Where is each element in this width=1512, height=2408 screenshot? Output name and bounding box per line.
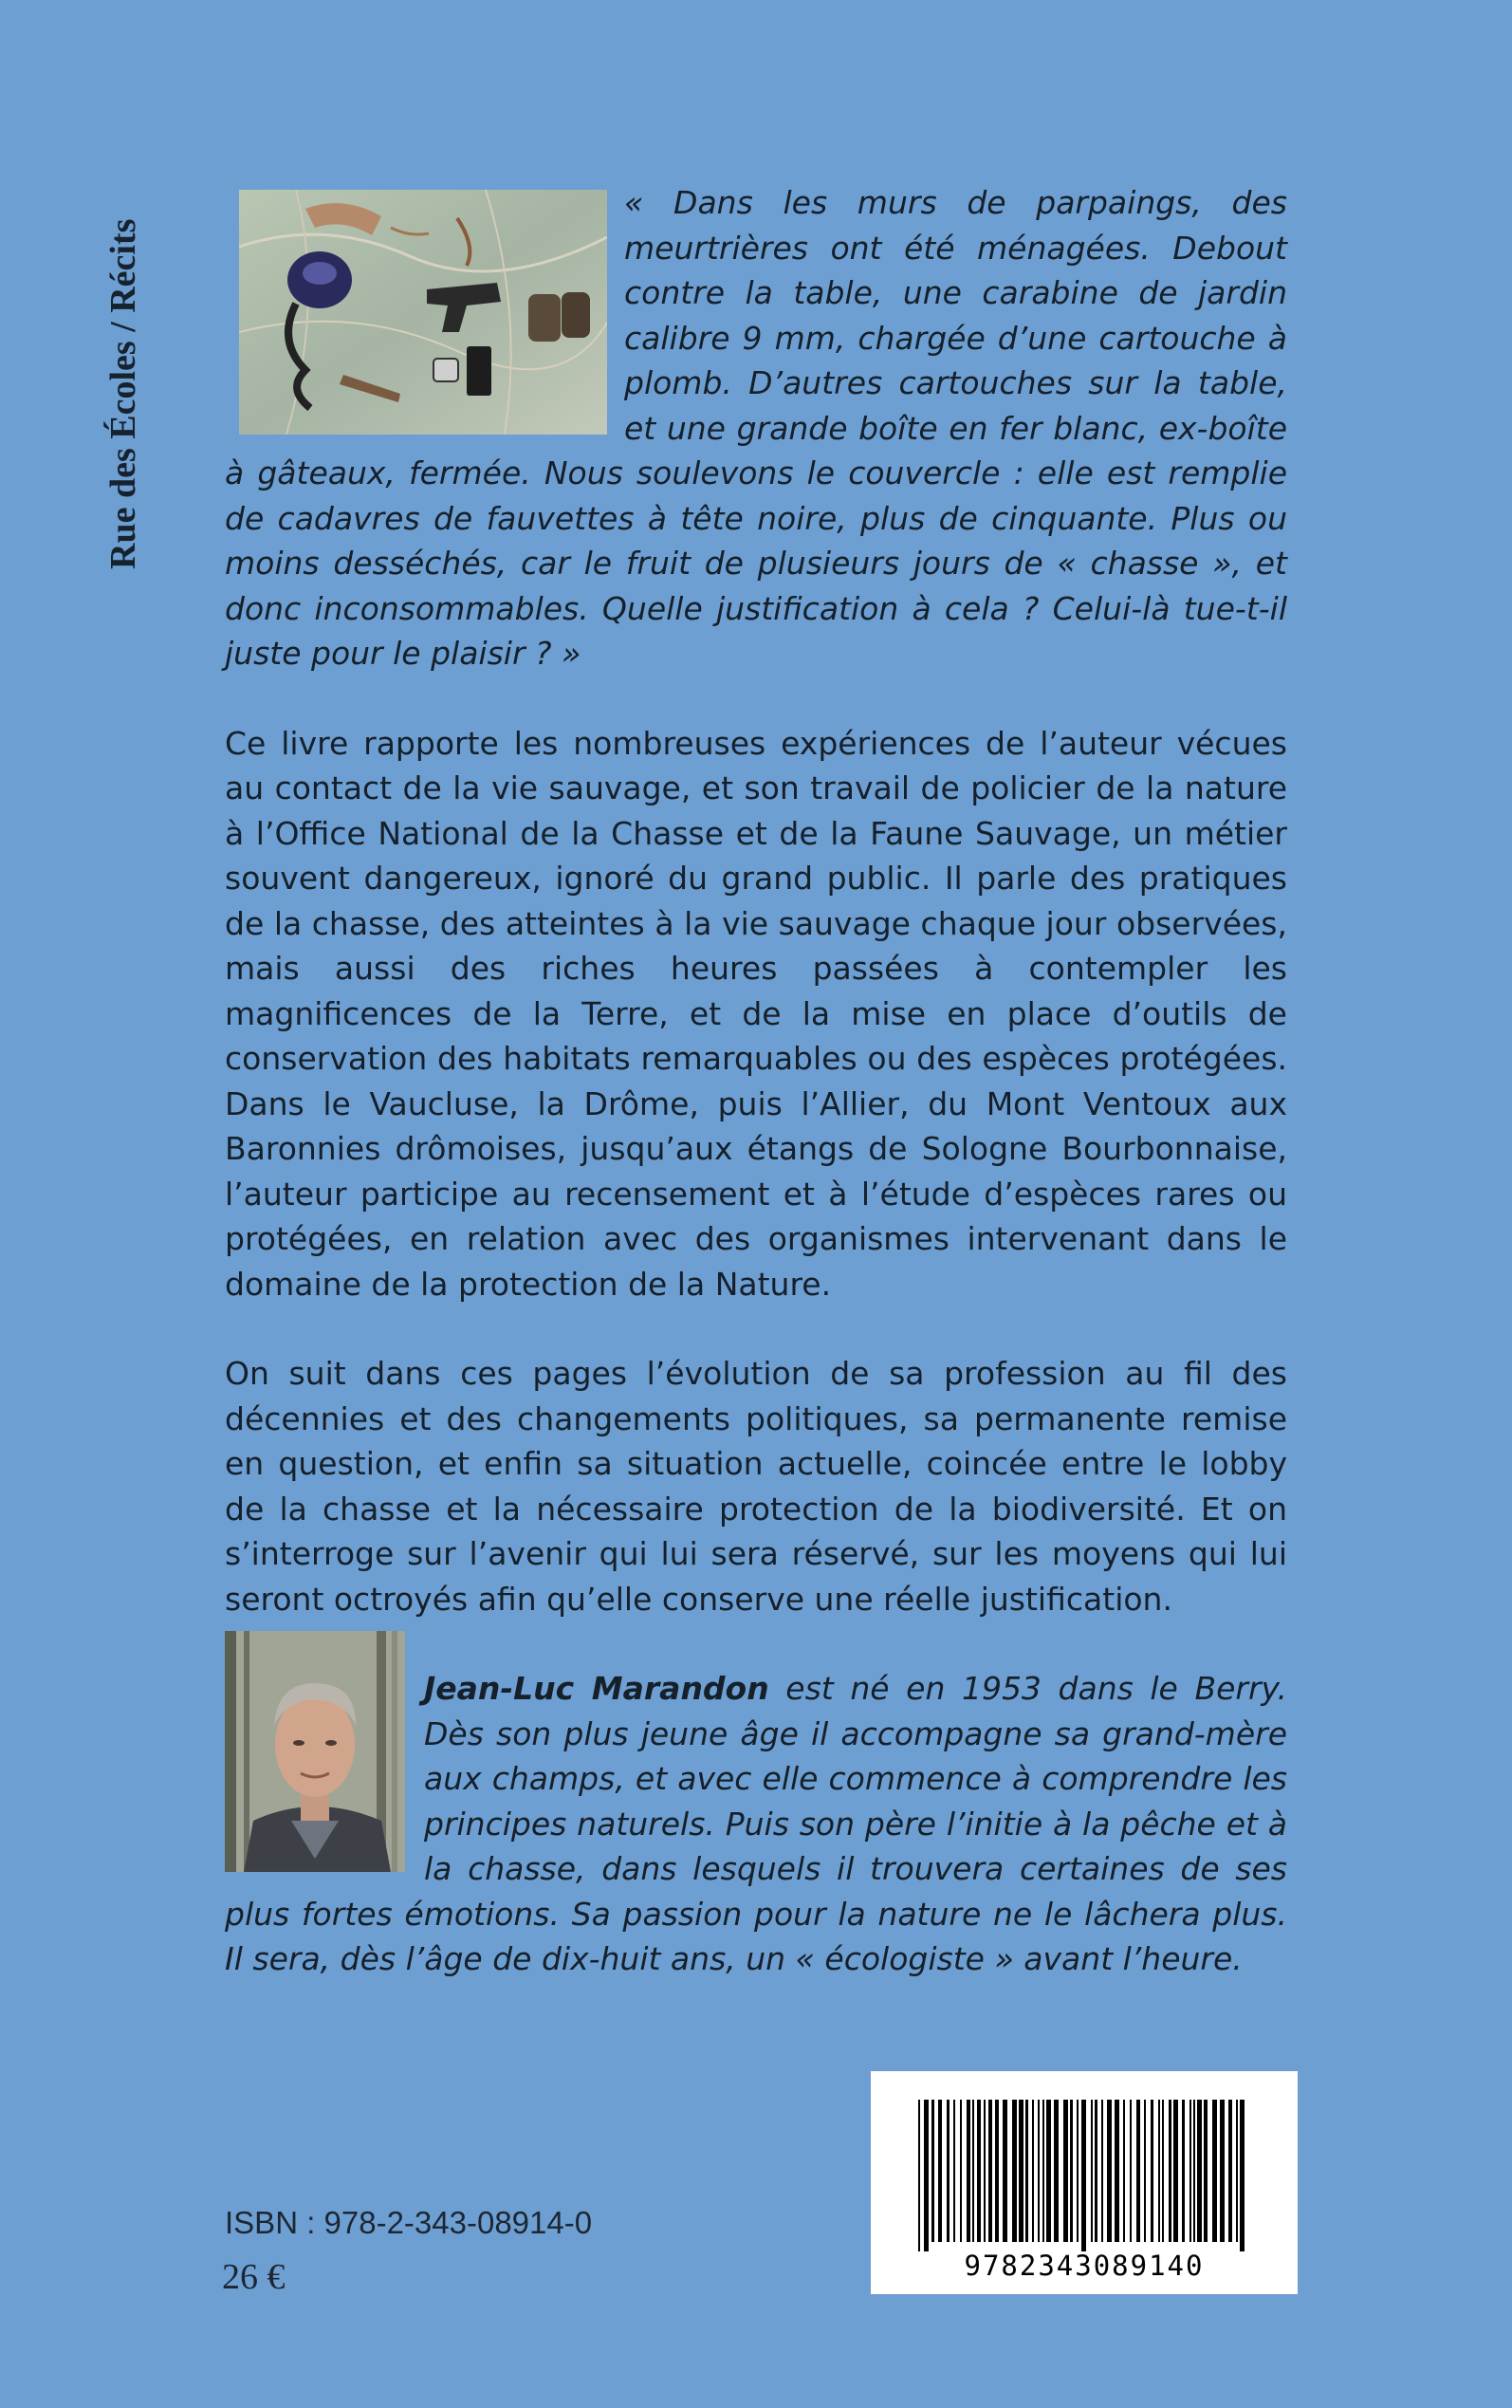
barcode-bar <box>1173 2100 1178 2242</box>
barcode-bar <box>1236 2100 1238 2242</box>
barcode-bar <box>1032 2100 1034 2242</box>
barcode-bar <box>1042 2100 1044 2242</box>
barcode-bar <box>924 2100 929 2251</box>
barcode-bar <box>1228 2100 1232 2242</box>
barcode-graphic <box>871 2071 1298 2294</box>
barcode-bar <box>1169 2100 1171 2242</box>
barcode-bar <box>967 2100 970 2242</box>
spine <box>74 95 143 588</box>
excerpt-quote: « Dans les murs de parpaings, des meurtrières ont été ménagées. Debout contre la table, une carabine de jardin calibre 9 mm, chargée d’une cartouche à plomb. D’autres cartouches sur la table, et une grande boîte en fer blanc, ex-boîte à gâteaux, fermée. Nous soulevons le couvercle : elle est remplie de cadavres de fauvettes à tête noire, plus de cinquante. Plus ou moins desséchés, car le fruit de plusieurs jours de « chasse », et donc inconsommables. Quelle justification à cela ? Celui-là tue-t-il juste pour le plaisir ? » <box>225 184 1287 672</box>
barcode-bar <box>938 2100 942 2242</box>
spine-title: Rue des Écoles / Récits <box>103 218 143 569</box>
barcode-bar <box>977 2100 981 2242</box>
barcode-bar <box>1130 2100 1132 2242</box>
barcode-bar <box>1189 2100 1191 2242</box>
barcode-bar <box>1136 2100 1140 2242</box>
barcode-bar <box>1115 2100 1119 2242</box>
barcode-bar <box>1046 2100 1051 2242</box>
barcode-bar <box>1025 2100 1028 2242</box>
barcode-bar <box>1038 2100 1040 2242</box>
barcode <box>871 2071 1298 2294</box>
evidence-photo-illustration <box>239 190 607 435</box>
barcode-bar <box>953 2100 955 2242</box>
barcode-bar <box>995 2100 999 2242</box>
barcode-bar <box>918 2100 920 2251</box>
barcode-bar <box>1101 2100 1103 2242</box>
description-paragraph-1: Ce livre rapporte les nombreuses expériences de l’auteur vécues au contact de la vie sauvage, et son travail de policier de la nature à l’Office National de la Chasse et de la Faune Sauvage, un métier souvent dangereux, ignoré du grand public. Il parle des pratiques de la chasse, des atteintes à la vie sauvage chaque jour observées, mais aussi des riches heures passées à contempler les magnificences de la Terre, et de la mise en place d’outils de conservation des habitats remarquables ou des espèces protégées. Dans le Vaucluse, la Drôme, puis l’Allier, du Mont Ventoux aux Baronnies drômoises, jusqu’aux étangs de Sologne Bourbonnaise, l’auteur participe au recensement et à l’étude d’espèces rares ou protégées, en relation avec des organismes intervenant dans le domaine de la protection de la Nature. <box>225 724 1287 1303</box>
barcode-bar <box>1144 2100 1146 2242</box>
barcode-bar <box>1063 2100 1068 2242</box>
barcode-bar <box>1158 2100 1160 2242</box>
barcode-bar <box>947 2100 950 2242</box>
barcode-bar <box>984 2100 986 2242</box>
barcode-bar <box>1123 2100 1125 2242</box>
price: 26 € <box>222 2257 286 2297</box>
description-paragraph-2: On suit dans ces pages l’évolution de sa profession au fil des décennies et des changements politiques, sa permanente remise en question, et enfin sa situation actuelle, coincée entre le lobby de la chasse et la nécessaire protection de la biodiversité. Et on s’interroge sur l’avenir qui lui sera réservé, sur les moyens qui lui seront octroyés afin qu’elle conserve une réelle justification. <box>225 1355 1287 1618</box>
barcode-bar <box>1070 2100 1073 2242</box>
author-bio-text: est né en 1953 dans le Berry. Dès son plus jeune âge il accompagne sa grand-mère aux champs, et avec elle commence à comprendre les principes naturels. Puis son père l’initie à la pêche et à la chasse, dans lesquels il trouvera certaines de ses plus fortes émotions. Sa passion pour la nature ne le lâchera plus. Il sera, dès l’âge de dix-huit ans, un « écologiste » avant l’heure. <box>225 1670 1287 1977</box>
barcode-digits: 9782343089140 <box>964 2250 1205 2282</box>
author-name: Jean-Luc Marandon <box>424 1670 769 1707</box>
barcode-bar <box>988 2100 992 2242</box>
barcode-bar <box>1204 2100 1208 2242</box>
barcode-bars <box>918 2100 1245 2251</box>
barcode-bar <box>1003 2100 1007 2242</box>
barcode-bar <box>1107 2100 1112 2242</box>
barcode-bar <box>1182 2100 1185 2242</box>
barcode-bar <box>931 2100 934 2242</box>
barcode-bar <box>972 2100 974 2242</box>
evidence-photo <box>239 190 607 435</box>
barcode-bar <box>1019 2100 1023 2242</box>
barcode-bar <box>1212 2100 1217 2242</box>
barcode-bar <box>1197 2100 1202 2242</box>
author-photo <box>225 1631 405 1872</box>
barcode-bar <box>1151 2100 1153 2242</box>
barcode-bar <box>1054 2100 1059 2242</box>
barcode-bar <box>1240 2100 1245 2251</box>
barcode-bar <box>1162 2100 1164 2242</box>
barcode-bar <box>1220 2100 1225 2242</box>
isbn: ISBN : 978-2-343-08914-0 <box>225 2205 593 2240</box>
back-cover-content <box>225 180 1287 1982</box>
barcode-bar <box>1095 2100 1097 2242</box>
barcode-bar <box>1081 2100 1086 2251</box>
barcode-bar <box>1012 2100 1017 2242</box>
barcode-bar <box>1193 2100 1195 2242</box>
barcode-bar <box>1091 2100 1093 2242</box>
barcode-bar <box>960 2100 962 2242</box>
barcode-bar <box>1077 2100 1079 2242</box>
author-portrait <box>225 1631 405 1872</box>
